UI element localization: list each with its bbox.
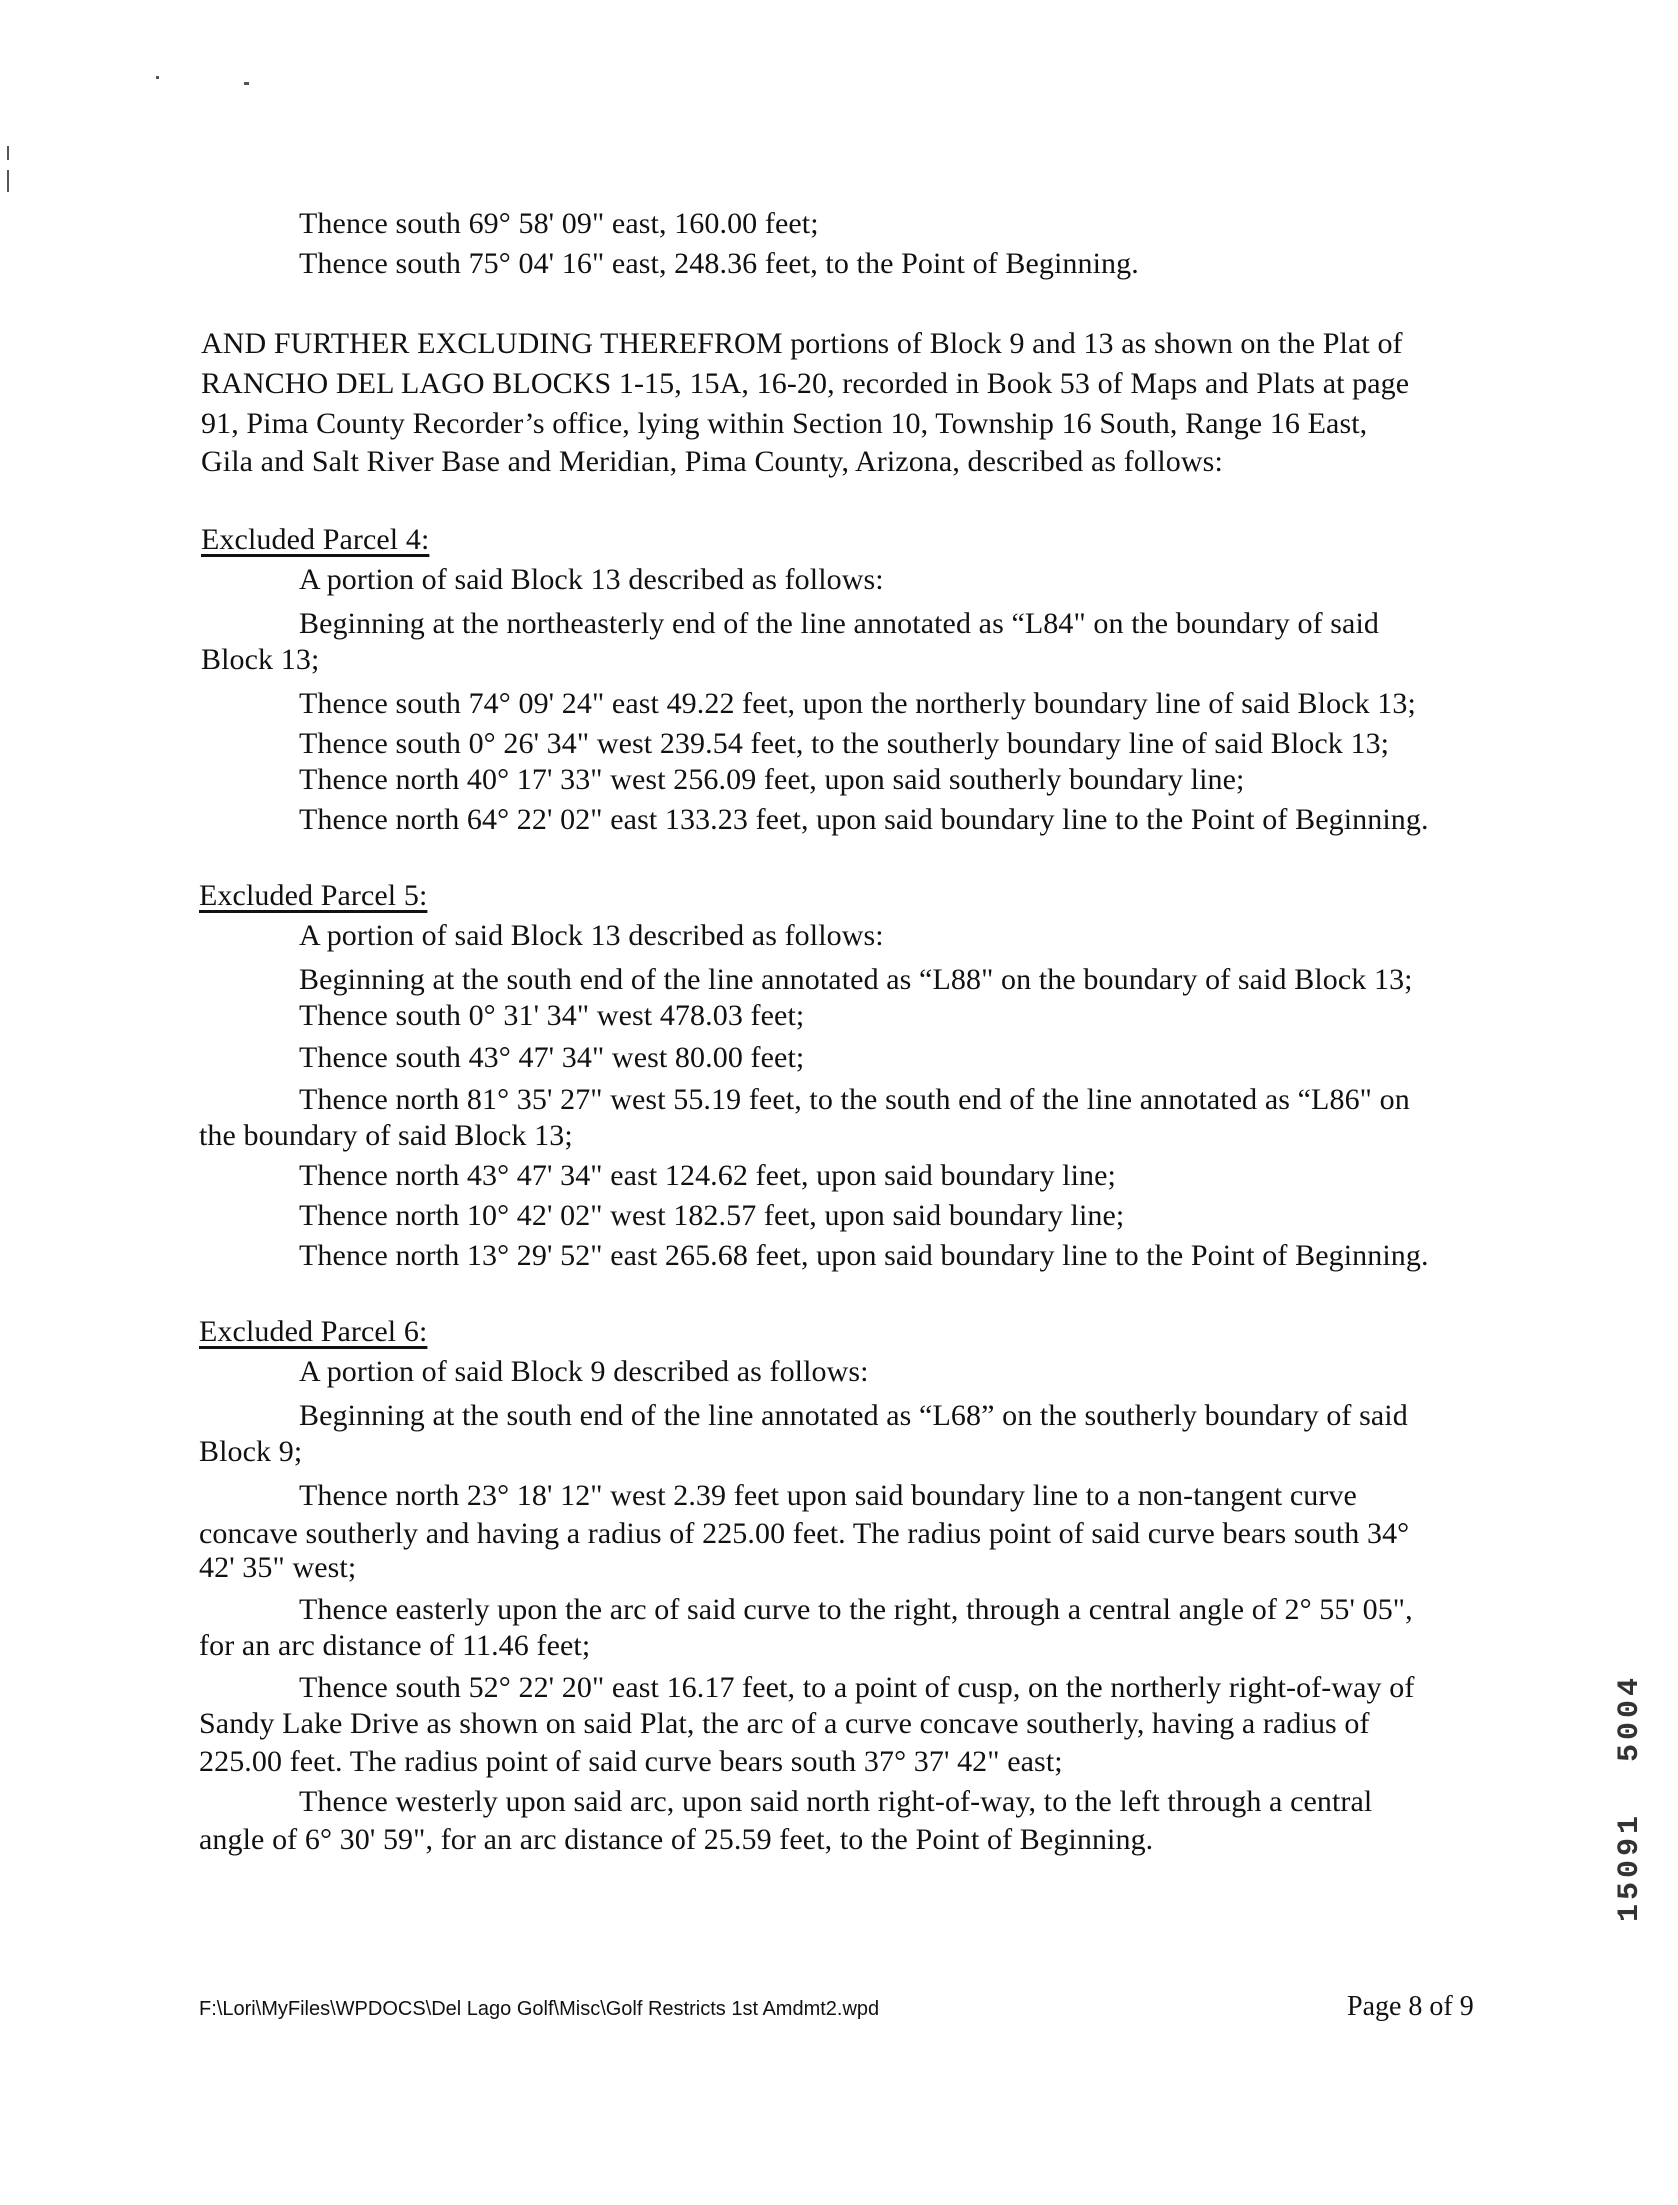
parcel-line: Thence north 13° 29' 52" east 265.68 feet, upon said boundary line to the Point of Beginning.: [299, 1239, 1429, 1272]
exclusion-paragraph-line: Gila and Salt River Base and Meridian, Pima County, Arizona, described as follows:: [201, 445, 1223, 478]
parcel-line: Thence south 43° 47' 34" west 80.00 feet;: [299, 1041, 805, 1074]
parcel-line: 225.00 feet. The radius point of said curve bears south 37° 37' 42" east;: [199, 1745, 1063, 1778]
parcel-line: Thence westerly upon said arc, upon said north right-of-way, to the left through a central: [299, 1785, 1373, 1818]
parcel-line: A portion of said Block 13 described as follows:: [299, 563, 884, 596]
recorder-docket-stamp: 15091: [1613, 1811, 1647, 1922]
parcel-line: Thence south 52° 22' 20" east 16.17 feet, to a point of cusp, on the northerly right-of-way of: [299, 1671, 1415, 1704]
recorder-page-stamp: 5004: [1613, 1673, 1647, 1762]
scan-edge-mark: [7, 146, 9, 160]
scan-dot: [156, 76, 159, 79]
exclusion-paragraph-line: RANCHO DEL LAGO BLOCKS 1-15, 15A, 16-20, recorded in Book 53 of Maps and Plats at page: [201, 367, 1410, 400]
parcel-line: Beginning at the south end of the line annotated as “L68” on the southerly boundary of said: [299, 1399, 1408, 1432]
parcel-line: Block 9;: [199, 1435, 303, 1468]
parcel-line: Sandy Lake Drive as shown on said Plat, the arc of a curve concave southerly, having a radius of: [199, 1707, 1370, 1740]
parcel-line: for an arc distance of 11.46 feet;: [199, 1629, 591, 1662]
parcel-heading: Excluded Parcel 5:: [199, 879, 428, 912]
parcel-line: Thence easterly upon the arc of said curve to the right, through a central angle of 2° 55' 05",: [299, 1593, 1413, 1626]
parcel-line: Thence north 43° 47' 34" east 124.62 feet, upon said boundary line;: [299, 1159, 1116, 1192]
parcel-line: Block 13;: [201, 643, 320, 676]
intro-line: Thence south 69° 58' 09" east, 160.00 feet;: [299, 207, 819, 240]
scan-edge-mark: [7, 170, 9, 192]
parcel-heading: Excluded Parcel 6:: [199, 1315, 428, 1348]
parcel-line: Thence south 0° 31' 34" west 478.03 feet;: [299, 999, 805, 1032]
parcel-line: Thence north 64° 22' 02" east 133.23 feet, upon said boundary line to the Point of Beginning.: [299, 803, 1429, 836]
parcel-line: concave southerly and having a radius of 225.00 feet. The radius point of said curve bears south 34°: [199, 1517, 1410, 1550]
exclusion-paragraph-line: 91, Pima County Recorder’s office, lying within Section 10, Township 16 South, Range 16 East,: [201, 407, 1368, 440]
parcel-line: angle of 6° 30' 59", for an arc distance of 25.59 feet, to the Point of Beginning.: [199, 1823, 1154, 1856]
parcel-line: Thence south 74° 09' 24" east 49.22 feet, upon the northerly boundary line of said Block 13;: [299, 687, 1416, 720]
parcel-line: Thence north 81° 35' 27" west 55.19 feet, to the south end of the line annotated as “L86" on: [299, 1083, 1410, 1116]
parcel-line: A portion of said Block 13 described as follows:: [299, 919, 884, 952]
parcel-line: Thence south 0° 26' 34" west 239.54 feet, to the southerly boundary line of said Block 13;: [299, 727, 1390, 760]
parcel-line: 42' 35" west;: [199, 1551, 357, 1584]
scan-dot: [244, 82, 249, 85]
footer-file-path: F:\Lori\MyFiles\WPDOCS\Del Lago Golf\Misc\Golf Restricts 1st Amdmt2.wpd: [199, 1998, 880, 2020]
parcel-line: Thence north 23° 18' 12" west 2.39 feet upon said boundary line to a non-tangent curve: [299, 1479, 1357, 1512]
parcel-line: Beginning at the northeasterly end of the line annotated as “L84" on the boundary of said: [299, 607, 1380, 640]
exclusion-paragraph-line: AND FURTHER EXCLUDING THEREFROM portions of Block 9 and 13 as shown on the Plat of: [201, 327, 1403, 360]
parcel-line: Thence north 40° 17' 33" west 256.09 feet, upon said southerly boundary line;: [299, 763, 1245, 796]
intro-line: Thence south 75° 04' 16" east, 248.36 feet, to the Point of Beginning.: [299, 247, 1139, 280]
parcel-line: A portion of said Block 9 described as follows:: [299, 1355, 869, 1388]
parcel-heading: Excluded Parcel 4:: [201, 523, 430, 556]
parcel-line: Thence north 10° 42' 02" west 182.57 feet, upon said boundary line;: [299, 1199, 1125, 1232]
footer-page-number: Page 8 of 9: [1347, 1991, 1474, 2022]
parcel-line: the boundary of said Block 13;: [199, 1119, 573, 1152]
parcel-line: Beginning at the south end of the line annotated as “L88" on the boundary of said Block 13;: [299, 963, 1413, 996]
